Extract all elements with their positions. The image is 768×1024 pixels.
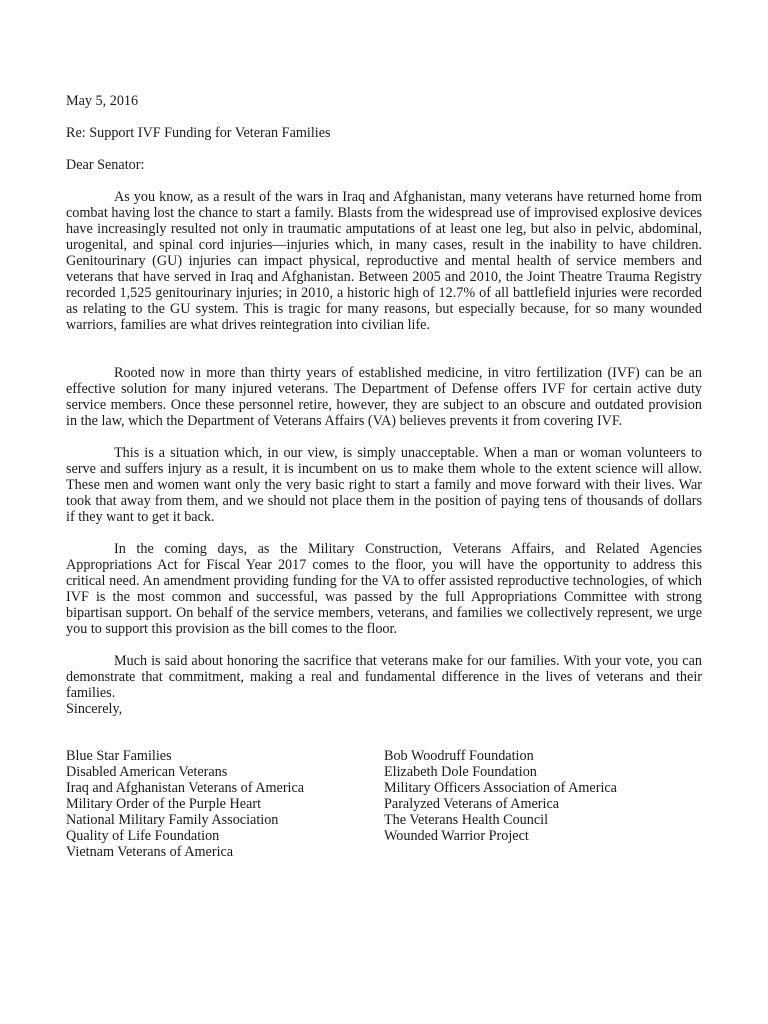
signatory: Blue Star Families — [66, 748, 172, 764]
signatory: The Veterans Health Council — [384, 812, 549, 828]
paragraph-5: Much is said about honoring the sacrifice that veterans make for our families. With your vote, you can demonstrate that commitment, making a real and fundamental difference in the lives of veterans and their families. — [66, 653, 702, 701]
signatory: Disabled American Veterans — [66, 764, 228, 780]
signatory: National Military Family Association — [66, 812, 279, 828]
paragraph-1: As you know, as a result of the wars in Iraq and Afghanistan, many veterans have returned home from combat having lost the chance to start a family. Blasts from the widespread use of improvised explosive devices have increasingly resulted not only in traumatic amputations of at least one leg, but also in pelvic, abdominal, urogenital, and spinal cord injuries—injuries which, in many cases, result in the inability to have children. Genitourinary (GU) injuries can impact physical, reproductive and mental health of service members and veterans that have served in Iraq and Afghanistan. Between 2005 and 2010, the Joint Theatre Trauma Registry recorded 1,525 genitourinary injuries; in 2010, a historic high of 12.7% of all battlefield injuries were recorded as relating to the GU system. This is tragic for many reasons, but especially because, for so many wounded warriors, families are what drives reintegration into civilian life. — [66, 189, 702, 333]
signatory: Paralyzed Veterans of America — [384, 796, 560, 812]
signatory: Iraq and Afghanistan Veterans of America — [66, 780, 305, 796]
letter-date: May 5, 2016 — [66, 93, 139, 109]
signatory: Quality of Life Foundation — [66, 828, 220, 844]
signatory: Wounded Warrior Project — [384, 828, 529, 844]
signatory: Military Officers Association of America — [384, 780, 617, 796]
salutation: Dear Senator: — [66, 157, 145, 173]
signatory: Military Order of the Purple Heart — [66, 796, 262, 812]
signatories-left — [66, 748, 304, 860]
paragraph-4: In the coming days, as the Military Construction, Veterans Affairs, and Related Agencies Appropriations Act for Fiscal Year 2017 comes to the floor, you will have the opportunity to address this critical need. An amendment providing funding for the VA to offer assisted reproductive technologies, of which IVF is the most common and successful, was passed by the full Appropriations Committee with strong bipartisan support. On behalf of the service members, veterans, and families we collectively represent, we urge you to support this provision as the bill comes to the floor. — [66, 541, 702, 637]
closing: Sincerely, — [66, 701, 123, 717]
signatory: Elizabeth Dole Foundation — [384, 764, 537, 780]
signatory: Bob Woodruff Foundation — [384, 748, 534, 764]
signatory: Vietnam Veterans of America — [66, 844, 234, 860]
paragraph-2: Rooted now in more than thirty years of established medicine, in vitro fertilization (IVF) can be an effective solution for many injured veterans. The Department of Defense offers IVF for certain active duty service members. Once these personnel retire, however, they are subject to an obscure and outdated provision in the law, which the Department of Veterans Affairs (VA) believes prevents it from covering IVF. — [66, 365, 702, 429]
paragraph-3: This is a situation which, in our view, is simply unacceptable. When a man or woman volunteers to serve and suffers injury as a result, it is incumbent on us to make them whole to the extent science will allow. These men and women want only the very basic right to start a family and move forward with their lives. War took that away from them, and we should not place them in the position of paying tens of thousands of dollars if they want to get it back. — [66, 445, 702, 525]
signatories-right — [384, 748, 617, 844]
letter-subject: Re: Support IVF Funding for Veteran Families — [66, 125, 331, 141]
